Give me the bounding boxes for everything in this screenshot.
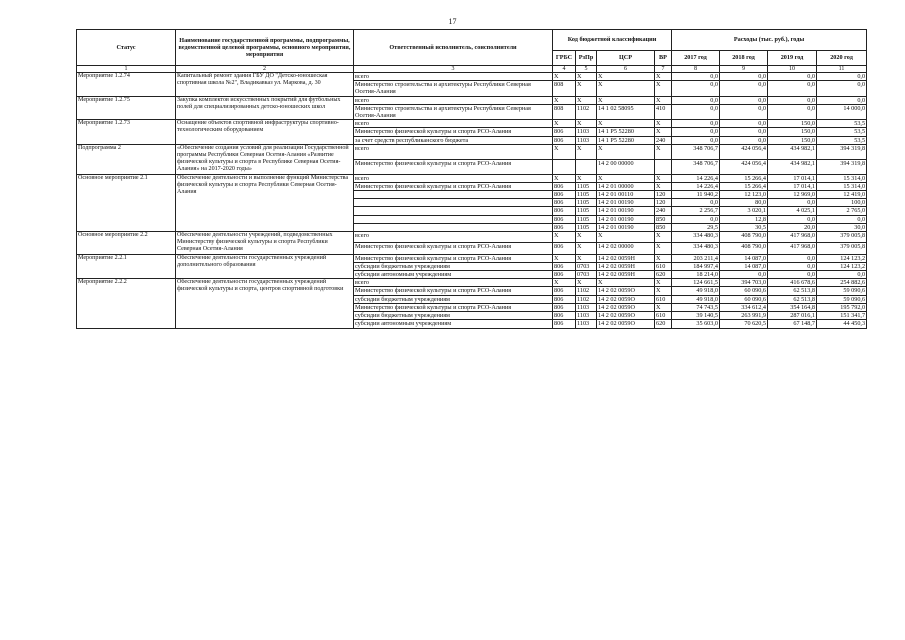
cell-grbs: 806 [553, 136, 576, 144]
cell-grbs: X [553, 96, 576, 104]
cell-y2017: 348 706,7 [672, 144, 720, 159]
cell-csr: X [597, 174, 655, 182]
cell-y2019: 17 014,1 [768, 174, 817, 182]
table-row [77, 174, 867, 182]
cell-rzpr: 1105 [576, 191, 597, 199]
cell-y2018: 0,0 [720, 81, 768, 96]
row-executor: Министерство строительства и архитектуры Республики Северная Осетия-Алания [354, 81, 553, 96]
cell-y2018: 60 090,6 [720, 295, 768, 303]
cell-grbs: X [553, 254, 576, 262]
cell-rzpr: 1105 [576, 207, 597, 215]
cell-y2018: 408 790,0 [720, 243, 768, 254]
cell-csr: 14 2 02 0059О [597, 312, 655, 320]
cell-vr: X [655, 128, 672, 136]
header-2020: 2020 год [817, 51, 867, 66]
cell-y2017: 49 918,0 [672, 295, 720, 303]
cell-rzpr: 1102 [576, 104, 597, 119]
cell-vr: X [655, 254, 672, 262]
cell-y2019: 417 968,0 [768, 243, 817, 254]
cell-vr: X [655, 303, 672, 311]
cell-csr: X [597, 96, 655, 104]
cell-y2019: 150,0 [768, 136, 817, 144]
row-executor: всего [354, 279, 553, 287]
table-row [77, 96, 867, 104]
cell-y2019: 354 164,8 [768, 303, 817, 311]
cell-y2018: 408 790,0 [720, 232, 768, 243]
cell-csr: 14 2 02 0059О [597, 287, 655, 295]
cell-y2019: 20,0 [768, 223, 817, 231]
cell-y2020: 0,0 [817, 96, 867, 104]
cell-vr: X [655, 81, 672, 96]
row-executor: Министерство физической культуры и спорта РСО-Алания [354, 128, 553, 136]
column-number: 9 [720, 66, 768, 73]
cell-csr: 14 2 01 00110 [597, 191, 655, 199]
column-number: 3 [354, 66, 553, 73]
cell-y2017: 11 940,2 [672, 191, 720, 199]
header-status: Статус [77, 30, 176, 66]
row-program-name: Оснащение объектов спортивной инфраструктуры спортивно-технологическим оборудованием [176, 120, 354, 145]
cell-rzpr: X [576, 232, 597, 243]
cell-y2018: 263 991,9 [720, 312, 768, 320]
cell-y2019: 0,0 [768, 73, 817, 81]
column-number: 7 [655, 66, 672, 73]
header-2018: 2018 год [720, 51, 768, 66]
cell-vr: 120 [655, 191, 672, 199]
row-executor [354, 223, 553, 231]
cell-y2017: 18 214,0 [672, 271, 720, 279]
cell-y2017: 334 480,3 [672, 243, 720, 254]
cell-y2019: 0,0 [768, 104, 817, 119]
cell-csr: 14 2 01 00000 [597, 182, 655, 190]
cell-y2020: 53,5 [817, 136, 867, 144]
cell-y2019: 0,0 [768, 262, 817, 270]
cell-y2019: 150,0 [768, 128, 817, 136]
cell-y2019: 4 025,1 [768, 207, 817, 215]
cell-grbs: 806 [553, 191, 576, 199]
cell-csr: 14 2 01 00190 [597, 223, 655, 231]
cell-y2017: 0,0 [672, 215, 720, 223]
cell-grbs: X [553, 232, 576, 243]
cell-y2017: 0,0 [672, 136, 720, 144]
header-vr: ВР [655, 51, 672, 66]
cell-rzpr: X [576, 279, 597, 287]
cell-rzpr: 1105 [576, 199, 597, 207]
row-executor: всего [354, 120, 553, 128]
cell-y2020: 124 123,2 [817, 254, 867, 262]
cell-vr: X [655, 174, 672, 182]
cell-rzpr: X [576, 81, 597, 96]
cell-y2017: 0,0 [672, 128, 720, 136]
cell-rzpr: 0703 [576, 262, 597, 270]
cell-y2018: 424 056,4 [720, 159, 768, 174]
cell-vr: X [655, 96, 672, 104]
row-executor: Министерство физической культуры и спорта РСО-Алания [354, 287, 553, 295]
row-executor: Министерство физической культуры и спорта РСО-Алания [354, 243, 553, 254]
cell-grbs: 806 [553, 320, 576, 328]
row-executor: всего [354, 73, 553, 81]
cell-grbs: 806 [553, 199, 576, 207]
cell-y2017: 35 603,0 [672, 320, 720, 328]
row-executor: субсидии автономным учреждениям [354, 271, 553, 279]
cell-y2020: 30,0 [817, 223, 867, 231]
cell-y2017: 0,0 [672, 81, 720, 96]
cell-y2019: 67 148,7 [768, 320, 817, 328]
cell-vr: X [655, 144, 672, 159]
cell-y2020: 2 765,0 [817, 207, 867, 215]
cell-csr: 14 2 02 0059Н [597, 262, 655, 270]
cell-y2020: 0,0 [817, 81, 867, 96]
cell-grbs: X [553, 144, 576, 159]
cell-y2019: 62 513,8 [768, 295, 817, 303]
cell-grbs: 806 [553, 303, 576, 311]
cell-y2018: 15 266,4 [720, 174, 768, 182]
table-row [77, 73, 867, 81]
cell-y2019: 0,0 [768, 271, 817, 279]
header-grbs: ГРБС [553, 51, 576, 66]
row-executor [354, 215, 553, 223]
cell-vr: X [655, 279, 672, 287]
row-executor: субсидии бюджетным учреждениям [354, 295, 553, 303]
cell-rzpr [576, 159, 597, 174]
cell-y2020: 12 419,0 [817, 191, 867, 199]
column-number: 2 [176, 66, 354, 73]
cell-y2017: 39 140,5 [672, 312, 720, 320]
cell-rzpr: 1102 [576, 295, 597, 303]
column-number: 8 [672, 66, 720, 73]
cell-rzpr: 1103 [576, 303, 597, 311]
cell-y2020: 100,0 [817, 199, 867, 207]
cell-y2017: 14 226,4 [672, 182, 720, 190]
table-body [77, 73, 867, 329]
cell-grbs [553, 159, 576, 174]
cell-vr: 850 [655, 223, 672, 231]
cell-y2019: 417 968,0 [768, 232, 817, 243]
cell-y2017: 14 226,4 [672, 174, 720, 182]
cell-grbs: 808 [553, 104, 576, 119]
row-executor: субсидии автономным учреждениям [354, 320, 553, 328]
cell-csr: 14 1 P5 52280 [597, 136, 655, 144]
cell-vr: 610 [655, 262, 672, 270]
cell-csr: 14 2 02 0059Н [597, 271, 655, 279]
cell-vr [655, 159, 672, 174]
column-number: 6 [597, 66, 655, 73]
cell-y2017: 0,0 [672, 104, 720, 119]
row-executor: всего [354, 96, 553, 104]
cell-vr: X [655, 120, 672, 128]
cell-y2018: 0,0 [720, 128, 768, 136]
row-executor: субсидии бюджетным учреждениям [354, 312, 553, 320]
cell-vr: X [655, 287, 672, 295]
cell-csr: 14 2 01 00190 [597, 199, 655, 207]
cell-y2018: 0,0 [720, 73, 768, 81]
cell-rzpr: X [576, 96, 597, 104]
column-number-row [77, 66, 867, 73]
row-status: Мероприятие 1.2.75 [77, 96, 176, 120]
cell-y2019: 287 016,1 [768, 312, 817, 320]
cell-y2018: 0,0 [720, 120, 768, 128]
cell-grbs: 806 [553, 128, 576, 136]
cell-y2018: 70 620,5 [720, 320, 768, 328]
cell-vr: X [655, 182, 672, 190]
cell-y2018: 12 123,0 [720, 191, 768, 199]
cell-csr: 14 2 02 0059О [597, 320, 655, 328]
row-program-name: Закупка комплектов искусственных покрытий для футбольных полей для специализированных детско-юношеских школ [176, 96, 354, 120]
row-status: Мероприятие 1.2.73 [77, 120, 176, 145]
cell-y2018: 14 087,0 [720, 262, 768, 270]
cell-y2017: 49 918,0 [672, 287, 720, 295]
cell-rzpr: 1103 [576, 128, 597, 136]
cell-y2020: 14 000,0 [817, 104, 867, 119]
cell-y2019: 0,0 [768, 215, 817, 223]
column-number: 1 [77, 66, 176, 73]
row-executor: всего [354, 232, 553, 243]
cell-rzpr: 0703 [576, 271, 597, 279]
header-csr: ЦСР [597, 51, 655, 66]
cell-vr: X [655, 232, 672, 243]
cell-rzpr: 1103 [576, 320, 597, 328]
cell-rzpr: 1105 [576, 182, 597, 190]
header-expenses: Расходы (тыс. руб.), годы [672, 30, 867, 51]
cell-y2018: 80,0 [720, 199, 768, 207]
cell-y2018: 0,0 [720, 271, 768, 279]
cell-rzpr: 1103 [576, 312, 597, 320]
cell-vr: 120 [655, 199, 672, 207]
row-executor: Министерство физической культуры и спорта РСО-Алания [354, 303, 553, 311]
row-status: Основное мероприятие 2.1 [77, 174, 176, 231]
cell-y2017: 334 480,3 [672, 232, 720, 243]
cell-y2020: 0,0 [817, 271, 867, 279]
column-number: 4 [553, 66, 576, 73]
cell-grbs: 806 [553, 207, 576, 215]
header-budget-code: Код бюджетной классификации [553, 30, 672, 51]
cell-csr: X [597, 73, 655, 81]
cell-grbs: 806 [553, 262, 576, 270]
cell-y2019: 434 982,1 [768, 144, 817, 159]
cell-y2017: 0,0 [672, 96, 720, 104]
row-executor [354, 191, 553, 199]
cell-y2019: 62 513,8 [768, 287, 817, 295]
row-status: Подпрограмма 2 [77, 144, 176, 174]
row-program-name: Обеспечение деятельности и выполнение функций Министерства физической культуры и спорта Республики Северная Осетия-Алания [176, 174, 354, 231]
cell-y2020: 59 090,6 [817, 287, 867, 295]
cell-y2018: 424 056,4 [720, 144, 768, 159]
cell-y2018: 60 090,6 [720, 287, 768, 295]
cell-y2019: 416 678,6 [768, 279, 817, 287]
row-executor: всего [354, 174, 553, 182]
table-row [77, 254, 867, 262]
row-executor: Министерство физической культуры и спорта РСО-Алания [354, 254, 553, 262]
row-executor: всего [354, 144, 553, 159]
cell-y2018: 14 087,0 [720, 254, 768, 262]
table-row [77, 279, 867, 287]
row-executor: субсидии бюджетным учреждениям [354, 262, 553, 270]
cell-grbs: 806 [553, 182, 576, 190]
cell-grbs: X [553, 73, 576, 81]
cell-csr: X [597, 144, 655, 159]
cell-y2020: 0,0 [817, 73, 867, 81]
row-status: Мероприятие 2.2.2 [77, 279, 176, 328]
cell-vr: 240 [655, 207, 672, 215]
row-executor: Министерство строительства и архитектуры Республики Северная Осетия-Алания [354, 104, 553, 119]
cell-y2019: 434 982,1 [768, 159, 817, 174]
cell-y2018: 394 703,0 [720, 279, 768, 287]
cell-y2020: 394 319,8 [817, 159, 867, 174]
cell-y2019: 150,0 [768, 120, 817, 128]
cell-grbs: 806 [553, 223, 576, 231]
cell-csr: X [597, 232, 655, 243]
column-number: 11 [817, 66, 867, 73]
cell-y2020: 15 314,0 [817, 182, 867, 190]
cell-y2020: 44 450,3 [817, 320, 867, 328]
cell-grbs: X [553, 120, 576, 128]
table-row [77, 144, 867, 159]
cell-y2017: 348 706,7 [672, 159, 720, 174]
cell-y2020: 195 792,0 [817, 303, 867, 311]
budget-table [76, 29, 867, 329]
cell-rzpr: X [576, 243, 597, 254]
header-rzpr: РзПр [576, 51, 597, 66]
cell-y2017: 2 256,7 [672, 207, 720, 215]
cell-y2020: 394 319,8 [817, 144, 867, 159]
cell-csr: X [597, 81, 655, 96]
cell-y2019: 0,0 [768, 199, 817, 207]
cell-csr: 14 1 02 58095 [597, 104, 655, 119]
cell-y2019: 0,0 [768, 81, 817, 96]
cell-csr: 14 2 02 00000 [597, 243, 655, 254]
cell-y2018: 3 020,1 [720, 207, 768, 215]
cell-csr: 14 2 02 0059О [597, 295, 655, 303]
row-program-name: «Обеспечение создания условий для реализации Государственной программы Республики Северная Осетия-Алания «Развитие физической культуры и спорта в Республике Северная Осетия-Алания» на 2017-2020 годы» [176, 144, 354, 174]
row-executor: Министерство физической культуры и спорта РСО-Алания [354, 159, 553, 174]
cell-y2018: 15 266,4 [720, 182, 768, 190]
cell-y2019: 17 014,1 [768, 182, 817, 190]
cell-y2020: 379 005,8 [817, 232, 867, 243]
cell-csr: 14 1 P5 52280 [597, 128, 655, 136]
cell-csr: X [597, 120, 655, 128]
cell-y2017: 0,0 [672, 199, 720, 207]
cell-vr: X [655, 243, 672, 254]
cell-y2017: 203 211,4 [672, 254, 720, 262]
cell-vr: 240 [655, 136, 672, 144]
row-executor [354, 207, 553, 215]
cell-csr: X [597, 279, 655, 287]
cell-grbs: X [553, 174, 576, 182]
cell-y2020: 379 005,8 [817, 243, 867, 254]
cell-rzpr: X [576, 120, 597, 128]
cell-y2018: 334 612,4 [720, 303, 768, 311]
cell-y2019: 12 969,0 [768, 191, 817, 199]
cell-y2020: 0,0 [817, 215, 867, 223]
cell-rzpr: X [576, 73, 597, 81]
table-row [77, 232, 867, 243]
cell-rzpr: 1105 [576, 215, 597, 223]
row-program-name: Обеспечение деятельности государственных учреждений дополнительного образования [176, 254, 354, 279]
cell-rzpr: X [576, 174, 597, 182]
page-number: 17 [448, 17, 457, 26]
cell-vr: 850 [655, 215, 672, 223]
cell-grbs: 806 [553, 271, 576, 279]
cell-csr: 14 2 02 0059О [597, 303, 655, 311]
cell-y2020: 254 882,6 [817, 279, 867, 287]
cell-vr: 610 [655, 295, 672, 303]
cell-y2019: 0,0 [768, 96, 817, 104]
row-program-name: Обеспечение деятельности учреждений, подведомственных Министерству физической культуры и спорта Республики Северная Осетия-Алания [176, 232, 354, 255]
cell-y2017: 29,5 [672, 223, 720, 231]
cell-vr: 620 [655, 320, 672, 328]
cell-y2018: 12,8 [720, 215, 768, 223]
cell-grbs: 808 [553, 81, 576, 96]
row-status: Мероприятие 2.2.1 [77, 254, 176, 279]
cell-grbs: 806 [553, 295, 576, 303]
cell-y2018: 0,0 [720, 96, 768, 104]
cell-y2017: 74 743,5 [672, 303, 720, 311]
cell-y2020: 59 090,6 [817, 295, 867, 303]
cell-rzpr: 1105 [576, 223, 597, 231]
cell-rzpr: 1102 [576, 287, 597, 295]
cell-grbs: 806 [553, 215, 576, 223]
cell-vr: 620 [655, 271, 672, 279]
cell-grbs: 806 [553, 312, 576, 320]
cell-y2018: 0,0 [720, 104, 768, 119]
cell-rzpr: X [576, 254, 597, 262]
row-executor: Министерство физической культуры и спорта РСО-Алания [354, 182, 553, 190]
cell-y2020: 53,5 [817, 120, 867, 128]
cell-y2018: 0,0 [720, 136, 768, 144]
row-program-name: Капитальный ремонт здания ГБУ ДО "Детско-юношеская спортивная школа №2", Владикавказ ул. Маркова, д. 30 [176, 73, 354, 97]
cell-grbs: 806 [553, 243, 576, 254]
row-executor [354, 199, 553, 207]
cell-y2020: 53,5 [817, 128, 867, 136]
row-executor: за счет средств республиканского бюджета [354, 136, 553, 144]
cell-csr: 14 2 01 00190 [597, 215, 655, 223]
column-number: 5 [576, 66, 597, 73]
header-name: Наименование государственной программы, подпрограммы, ведомственной целевой программы, основного мероприятия, мероприятия [176, 30, 354, 66]
row-status: Мероприятие 1.2.74 [77, 73, 176, 97]
header-2017: 2017 год [672, 51, 720, 66]
cell-y2020: 15 314,0 [817, 174, 867, 182]
cell-y2020: 124 123,2 [817, 262, 867, 270]
cell-grbs: 806 [553, 287, 576, 295]
cell-vr: 610 [655, 312, 672, 320]
cell-y2017: 0,0 [672, 120, 720, 128]
column-number: 10 [768, 66, 817, 73]
row-program-name: Обеспечение деятельности государственных учреждений физической культуры и спорта, центров спортивной подготовки [176, 279, 354, 328]
row-status: Основное мероприятие 2.2 [77, 232, 176, 255]
table-row [77, 120, 867, 128]
cell-csr: 14 2 01 00190 [597, 207, 655, 215]
cell-vr: X [655, 73, 672, 81]
cell-rzpr: X [576, 144, 597, 159]
header-2019: 2019 год [768, 51, 817, 66]
header-executor: Ответственный исполнитель, соисполнители [354, 30, 553, 66]
cell-y2017: 0,0 [672, 73, 720, 81]
cell-y2017: 184 997,4 [672, 262, 720, 270]
cell-grbs: X [553, 279, 576, 287]
cell-vr: 410 [655, 104, 672, 119]
cell-y2018: 30,5 [720, 223, 768, 231]
cell-y2020: 151 341,7 [817, 312, 867, 320]
cell-csr: 14 2 02 0059Н [597, 254, 655, 262]
cell-y2017: 124 661,5 [672, 279, 720, 287]
cell-csr: 14 2 00 00000 [597, 159, 655, 174]
cell-y2019: 0,0 [768, 254, 817, 262]
cell-rzpr: 1103 [576, 136, 597, 144]
